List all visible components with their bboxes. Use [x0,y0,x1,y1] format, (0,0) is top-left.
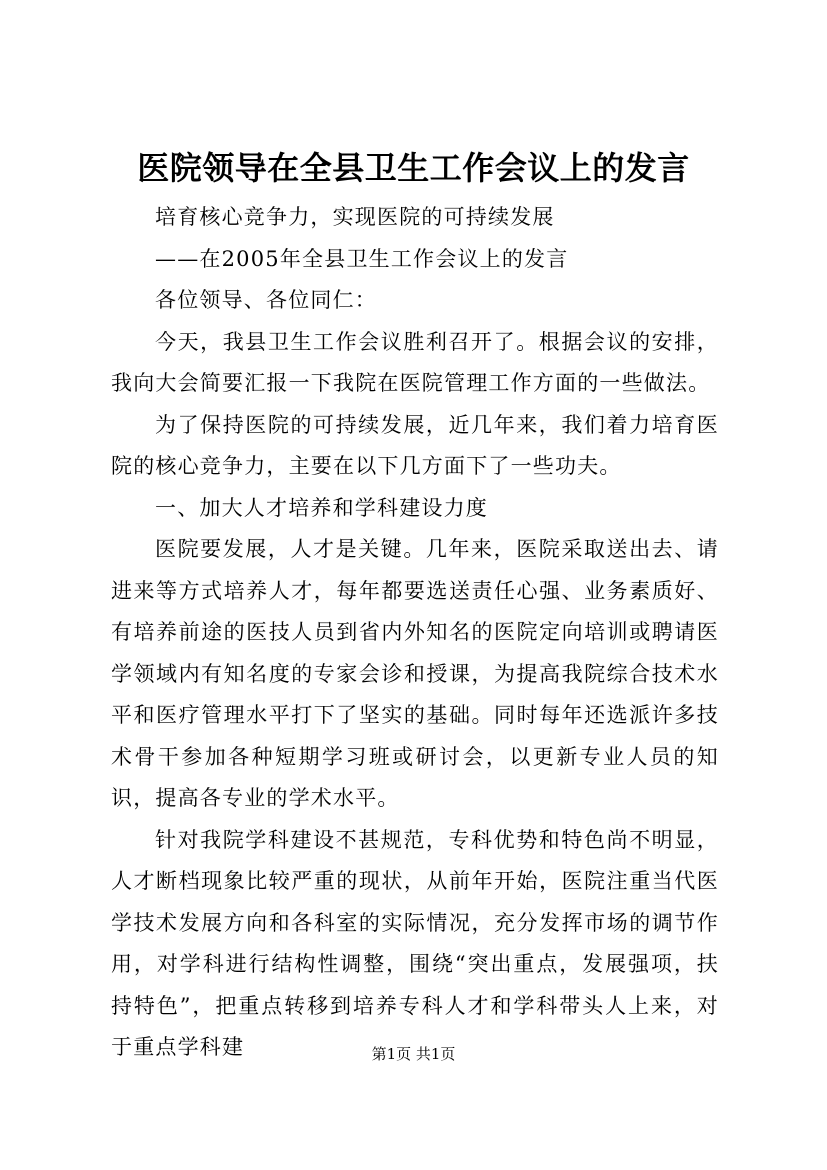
section-heading: 一、加大人才培养和学科建设力度 [155,495,488,520]
paragraph: 为了保持医院的可持续发展，近几年来，我们着力培育医院的核心竞争力，主要在以下几方面下了一些功夫。 [111,412,719,478]
document-body [111,197,719,1069]
document-salutation: 各位领导、各位同仁： [155,288,377,312]
page-indicator: 第1页 共1页 [371,1045,456,1063]
paragraph: 针对我院学科建设不甚规范，专科优势和特色尚不明显，人才断档现象比较严重的现状，从前年开始，医院注重当代医学技术发展方向和各科室的实际情况，充分发挥市场的调节作用，对学科进行结构性调整，围绕“突出重点，发展强项，扶持特色”，把重点转移到培养专科人才和学科带头人上来，对于重点学科建 [111,827,719,1059]
document-title: 医院领导在全县卫生工作会议上的发言 [137,149,690,187]
page-footer [0,1044,827,1064]
paragraph: 医院要发展，人才是关键。几年来，医院采取送出去、请进来等方式培养人才，每年都要选送责任心强、业务素质好、有培养前途的医技人员到省内外知名的医院定向培训或聘请医学领域内有知名度的专家会诊和授课，为提高我院综合技术水平和医疗管理水平打下了坚实的基础。同时每年还选派许多技术骨干参加各种短期学习班或研讨会，以更新专业人员的知识，提高各专业的学术水平。 [111,537,719,810]
document-subtitle-2: ——在2005年全县卫生工作会议上的发言 [155,246,569,271]
paragraph: 今天，我县卫生工作会议胜利召开了。根据会议的安排，我向大会简要汇报一下我院在医院管理工作方面的一些做法。 [111,329,719,395]
document-subtitle: 培育核心竞争力，实现医院的可持续发展 [155,205,555,229]
